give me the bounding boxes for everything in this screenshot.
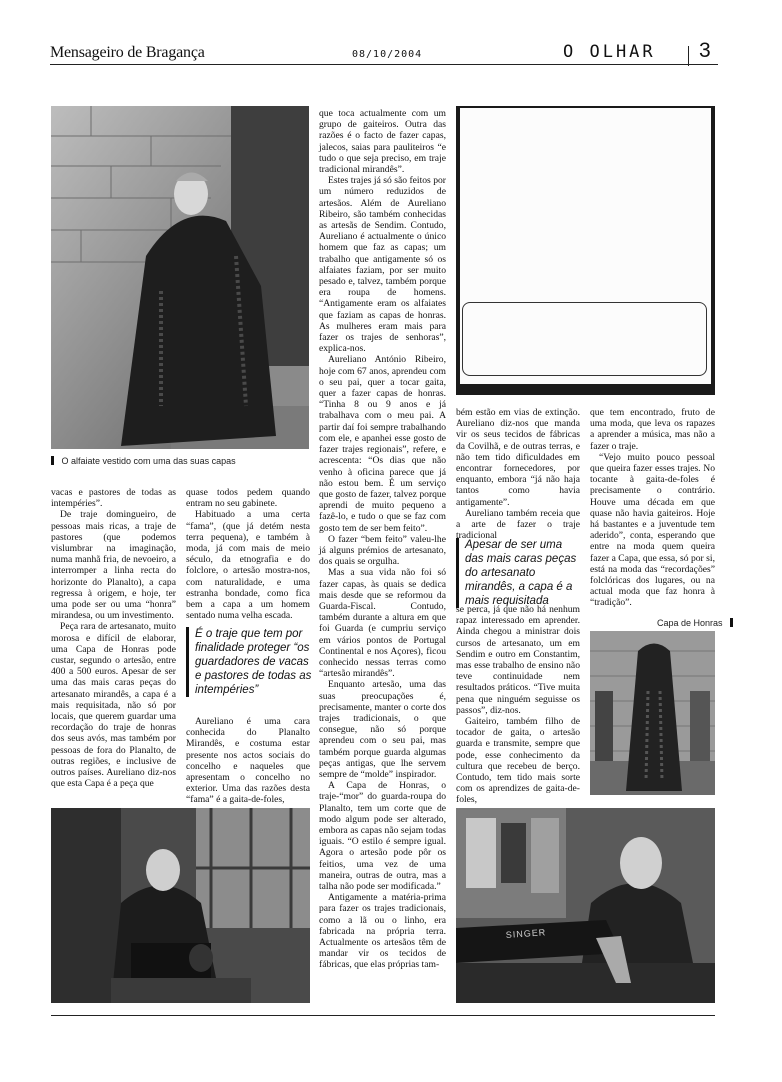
column-3-text	[319, 108, 446, 971]
photo-inner-frame	[462, 302, 707, 376]
photo-tailor-sewing-left	[51, 808, 310, 1003]
singer-brand-label: SINGER	[505, 927, 547, 940]
paragraph: vacas e pastores de todas as intempéries”.	[51, 487, 176, 510]
column-1-text	[51, 487, 176, 789]
publication-name: Mensageiro de Bragança	[50, 44, 205, 61]
photo-tailor-sewing-right	[456, 808, 715, 1003]
paragraph: Enquanto artesão, uma das suas preocupações é, precisamente, manter o corte dos trajes tradicionais, o que consegue, não só porque aprendeu com o seu pai, mas também porque guarda algumas peças antigas, que lhe servem sempre de “molde” inspirador.	[319, 679, 446, 780]
issue-date: 08/10/2004	[352, 49, 423, 60]
paragraph: que toca actualmente com um grupo de gaiteiros. Outra das razões é o facto de fazer capas, jalecos, saias para pauliteiros “e tudo o que seja preciso, em traje tradicional mirandês”.	[319, 108, 446, 176]
paragraph: Estes trajes já só são feitos por um número reduzidos de artesãos. Além de Aureliano Ribeiro, são também conhecidas as artesãs de Sendim. Contudo, Aureliano é actualmente o único homem que faz as capas; um trabalho que antigamente só os alfaiates faziam, por ser muito pesado e, talvez, também porque era roupa de homens. “Antigamente eram os alfaiates que faziam as capas de honras. As mulheres eram mais para fazer os trajes de senhoras”, explica-nos.	[319, 175, 446, 355]
paragraph: Aureliano é uma cara conhecida do Planalto Mirandês, e costuma estar presente nos actos sociais do concelho e naqueles que apresentam o concelho no exterior. Uma das razões desta “fama” é a gaita-de-foles,	[186, 716, 310, 806]
paragraph: Aureliano também receia que a arte de fazer o traje tradicional	[456, 507, 580, 542]
paragraph: O fazer “bem feito” valeu-lhe já alguns prémios de artesanato, dos quais se orgulha.	[319, 533, 446, 568]
caption-marker-icon	[730, 618, 733, 627]
caption-text: Capa de Honras	[657, 618, 723, 628]
page-number: 3	[699, 39, 711, 62]
photo-capa-de-honras	[590, 631, 715, 795]
paragraph: De traje domingueiro, de pessoas mais ricas, a traje de pastores (que podemos vislumbrar na imaginação, numa manhã fria, de nevoeiro, a interromper a linha recta do horizonte do Planalto), a capa regressa à origem, e hoje, ter uma pode ser ou uma “honra” mirandesa, ou um investimento.	[51, 509, 176, 622]
paragraph: Aureliano António Ribeiro, hoje com 67 anos, aprendeu com o seu pai, quer a tocar gaita, quer a fazer capas de honras. “Tinha 8 ou 9 anos e já trabalhava com o meu pai. A partir daí foi sempre trabalhando com ele, e apanhei esse gosto de fazer trajes regionais”, refere, e acrescenta: “Os dias que não venho à oficina parece que já não estou bem. É um serviço que gosto de fazer, talvez porque aprendi de muito pequeno a fazê-lo, e tudo o que se faz com gosto tem de ser bem feito”.	[319, 354, 446, 534]
caption-text: O alfaiate vestido com uma das suas capas	[61, 456, 236, 466]
column-2-text-bottom	[186, 716, 310, 806]
paragraph: Peça rara de artesanato, muito morosa e difícil de elaborar, uma Capa de Honras pode custar, segundo o artesão, entre 400 a 500 euros. Apesar de ser uma das mais caras peças do artesanato mirandês, a capa é a mais requisitada, não só por locais, que querem guardar uma recordação do traje de honras dos seus avós, mas também por pessoas de fora do Planalto, de outras regiões, e inclusive de outros países. Aureliano diz-nos que esta Capa é a peça que	[51, 621, 176, 790]
paragraph: se perca, já que não há nenhum rapaz interessado em aprender. Ainda chegou a ministrar dois cursos de artesanato, um em Sendim e outro em Constantim, mas esse trabalho de ensino não teve continuidade nem resultados práticos. “Tive muita pena que ninguém seguisse os passos”, diz-nos.	[456, 604, 580, 716]
paragraph: A Capa de Honras, o traje-“mor” do guarda-roupa do Planalto, tem um corte que de modo algum pode ser alterado, embora as capas não sejam todas iguais. “O estilo é sempre igual. Agora o artesão pode pôr os feitios, uma vez de uma maneira, outras de outra, mas a talha não pode ser modificada.”	[319, 780, 446, 893]
footer-rule	[51, 1015, 715, 1016]
photo-placeholder-top-right	[456, 106, 715, 395]
caption-marker-icon	[51, 456, 54, 465]
caption-top-photo	[51, 456, 236, 466]
column-4-text-bottom	[456, 604, 580, 806]
paragraph: bém estão em vias de extinção. Aureliano diz-nos que manda vir os seus tecidos de fábricas da Covilhã, e de outras terras, e não tem tido dificuldades em encontrar fornecedores, por enquanto, embora “já não haja tantos como havia antigamente”.	[456, 407, 580, 508]
caption-right-photo	[657, 618, 733, 628]
header-rule	[50, 64, 718, 65]
pull-quote-2: Apesar de ser uma das mais caras peças do artesanato mirandês, a capa é a mais requisitada	[456, 538, 583, 608]
paragraph: Mas a sua vida não foi só fazer capas, às quais se dedica mais desde que se reformou da Guarda-Fiscal. Contudo, também durante a altura em que foi Guarda (e cumpriu serviço em vários pontos de Portugal Continental e nos Açores), ficou conhecido nessas terras como “artesão mirandês”.	[319, 567, 446, 680]
paragraph: Habituado a uma certa “fama”, (que já detém nesta terra pequena), e também à moda, já com mais de meio século, da etnografia e do folclore, o artesão mostra-nos, com naturalidade, e uma estranha bondade, como fica bem a capa a um homem sentado numa velha escada.	[186, 509, 310, 622]
paragraph: quase todos pedem quando entram no seu gabinete.	[186, 487, 310, 510]
column-4-text-top	[456, 407, 580, 541]
section-title: O OLHAR	[563, 42, 656, 62]
header-divider-tick	[688, 46, 689, 66]
paragraph: que tem encontrado, fruto de uma moda, que leva os rapazes a aprender a música, mas não a fazer o traje.	[590, 407, 715, 452]
paragraph: Antigamente a matéria-prima para fazer os trajes tradicionais, como a lã ou o linho, era fabricada na própria terra. Actualmente os artesãos têm de mandar vir os tecidos de fábricas, que elas próprias tam-	[319, 892, 446, 971]
column-2-text-top	[186, 487, 310, 621]
column-5-text	[590, 407, 715, 609]
paragraph: Gaiteiro, também filho de tocador de gaita, o artesão guarda e transmite, sempre que pode, esse conhecimento da cultura que recebeu de berço. Contudo, tem tido mais sorte com os aprendizes de gaita-de-foles,	[456, 716, 580, 806]
photo-tailor-in-cape	[51, 106, 309, 449]
paragraph: “Vejo muito pouco pessoal que queira fazer esses trajes. No tocante à gaita-de-foles é precisamente o contrário. Houve uma década em que quase não havia gaiteiros. Hoje há bastantes e a juventude tem aderido”, conta, esperando que entre na moda quem queira fazer a Capa, que essa, só por si, está na moda das “recordações” folclóricas dos lugares, ou na actual moda que faz honra à “tradição”.	[590, 451, 715, 609]
pull-quote-1: É o traje que tem por finalidade proteger “os guardadores de vacas e pastores de todas as intempéries”	[186, 627, 313, 697]
